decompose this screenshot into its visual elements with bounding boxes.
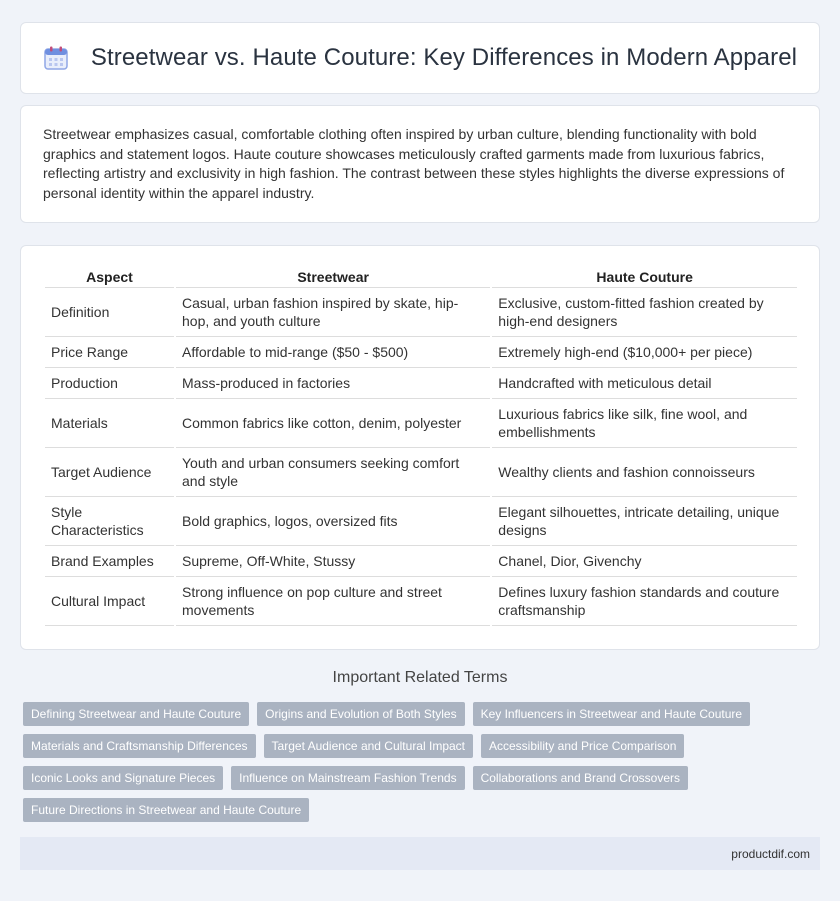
- related-term-tag[interactable]: Collaborations and Brand Crossovers: [473, 766, 688, 790]
- table-row: [45, 448, 797, 497]
- table-row: [45, 497, 797, 546]
- table-cell: Handcrafted with meticulous detail: [492, 368, 797, 399]
- table-cell: Exclusive, custom-fitted fashion created by high-end designers: [492, 288, 797, 337]
- table-cell: Bold graphics, logos, oversized fits: [176, 497, 490, 546]
- related-term-tag[interactable]: Future Directions in Streetwear and Haute Couture: [23, 798, 309, 822]
- related-term-tag[interactable]: Origins and Evolution of Both Styles: [257, 702, 464, 726]
- table-cell: Mass-produced in factories: [176, 368, 490, 399]
- page-header: [20, 22, 820, 94]
- table-cell: Materials: [45, 399, 174, 448]
- table-cell: Defines luxury fashion standards and couture craftsmanship: [492, 577, 797, 626]
- table-cell: Brand Examples: [45, 546, 174, 577]
- related-term-tag[interactable]: Defining Streetwear and Haute Couture: [23, 702, 249, 726]
- related-term-tag[interactable]: Iconic Looks and Signature Pieces: [23, 766, 223, 790]
- comparison-table: [43, 264, 799, 626]
- column-header-streetwear: Streetwear: [176, 264, 490, 288]
- table-cell: Casual, urban fashion inspired by skate, hip-hop, and youth culture: [176, 288, 490, 337]
- table-row: [45, 368, 797, 399]
- table-cell: Definition: [45, 288, 174, 337]
- table-cell: Target Audience: [45, 448, 174, 497]
- table-row: [45, 577, 797, 626]
- table-cell: Youth and urban consumers seeking comfort and style: [176, 448, 490, 497]
- table-cell: Supreme, Off-White, Stussy: [176, 546, 490, 577]
- intro-section: [20, 105, 820, 223]
- table-cell: Common fabrics like cotton, denim, polyester: [176, 399, 490, 448]
- table-cell: Cultural Impact: [45, 577, 174, 626]
- page-title: Streetwear vs. Haute Couture: Key Differences in Modern Apparel: [90, 44, 798, 71]
- related-term-tag[interactable]: Materials and Craftsmanship Differences: [23, 734, 256, 758]
- table-cell: Strong influence on pop culture and street movements: [176, 577, 490, 626]
- table-cell: Chanel, Dior, Givenchy: [492, 546, 797, 577]
- table-cell: Affordable to mid-range ($50 - $500): [176, 337, 490, 368]
- related-terms-tags: [23, 702, 803, 830]
- column-header-haute-couture: Haute Couture: [492, 264, 797, 288]
- table-cell: Elegant silhouettes, intricate detailing, unique designs: [492, 497, 797, 546]
- table-header-row: [45, 264, 797, 288]
- table-cell: Production: [45, 368, 174, 399]
- related-term-tag[interactable]: Influence on Mainstream Fashion Trends: [231, 766, 464, 790]
- intro-text: Streetwear emphasizes casual, comfortable clothing often inspired by urban culture, blending functionality with bold graphics and statement logos. Haute couture showcases meticulously crafted garments made from luxurious fabrics, reflecting artistry and exclusivity in high fashion. The contrast between these styles highlights the diverse expressions of personal identity within the apparel industry.: [43, 126, 785, 201]
- comparison-table-card: [20, 245, 820, 650]
- table-row: [45, 546, 797, 577]
- related-term-tag[interactable]: Accessibility and Price Comparison: [481, 734, 684, 758]
- table-cell: Style Characteristics: [45, 497, 174, 546]
- table-cell: Luxurious fabrics like silk, fine wool, and embellishments: [492, 399, 797, 448]
- related-term-tag[interactable]: Target Audience and Cultural Impact: [264, 734, 473, 758]
- table-cell: Wealthy clients and fashion connoisseurs: [492, 448, 797, 497]
- related-terms-title: Important Related Terms: [332, 669, 508, 686]
- table-row: [45, 399, 797, 448]
- related-term-tag[interactable]: Key Influencers in Streetwear and Haute Couture: [473, 702, 750, 726]
- table-row: [45, 337, 797, 368]
- footer-site-link[interactable]: productdif.com: [731, 847, 810, 861]
- page-footer: [20, 837, 820, 870]
- table-row: [45, 288, 797, 337]
- table-cell: Price Range: [45, 337, 174, 368]
- related-terms-section: [20, 669, 820, 687]
- table-cell: Extremely high-end ($10,000+ per piece): [492, 337, 797, 368]
- column-header-aspect: Aspect: [45, 264, 174, 288]
- calendar-icon: [43, 45, 69, 71]
